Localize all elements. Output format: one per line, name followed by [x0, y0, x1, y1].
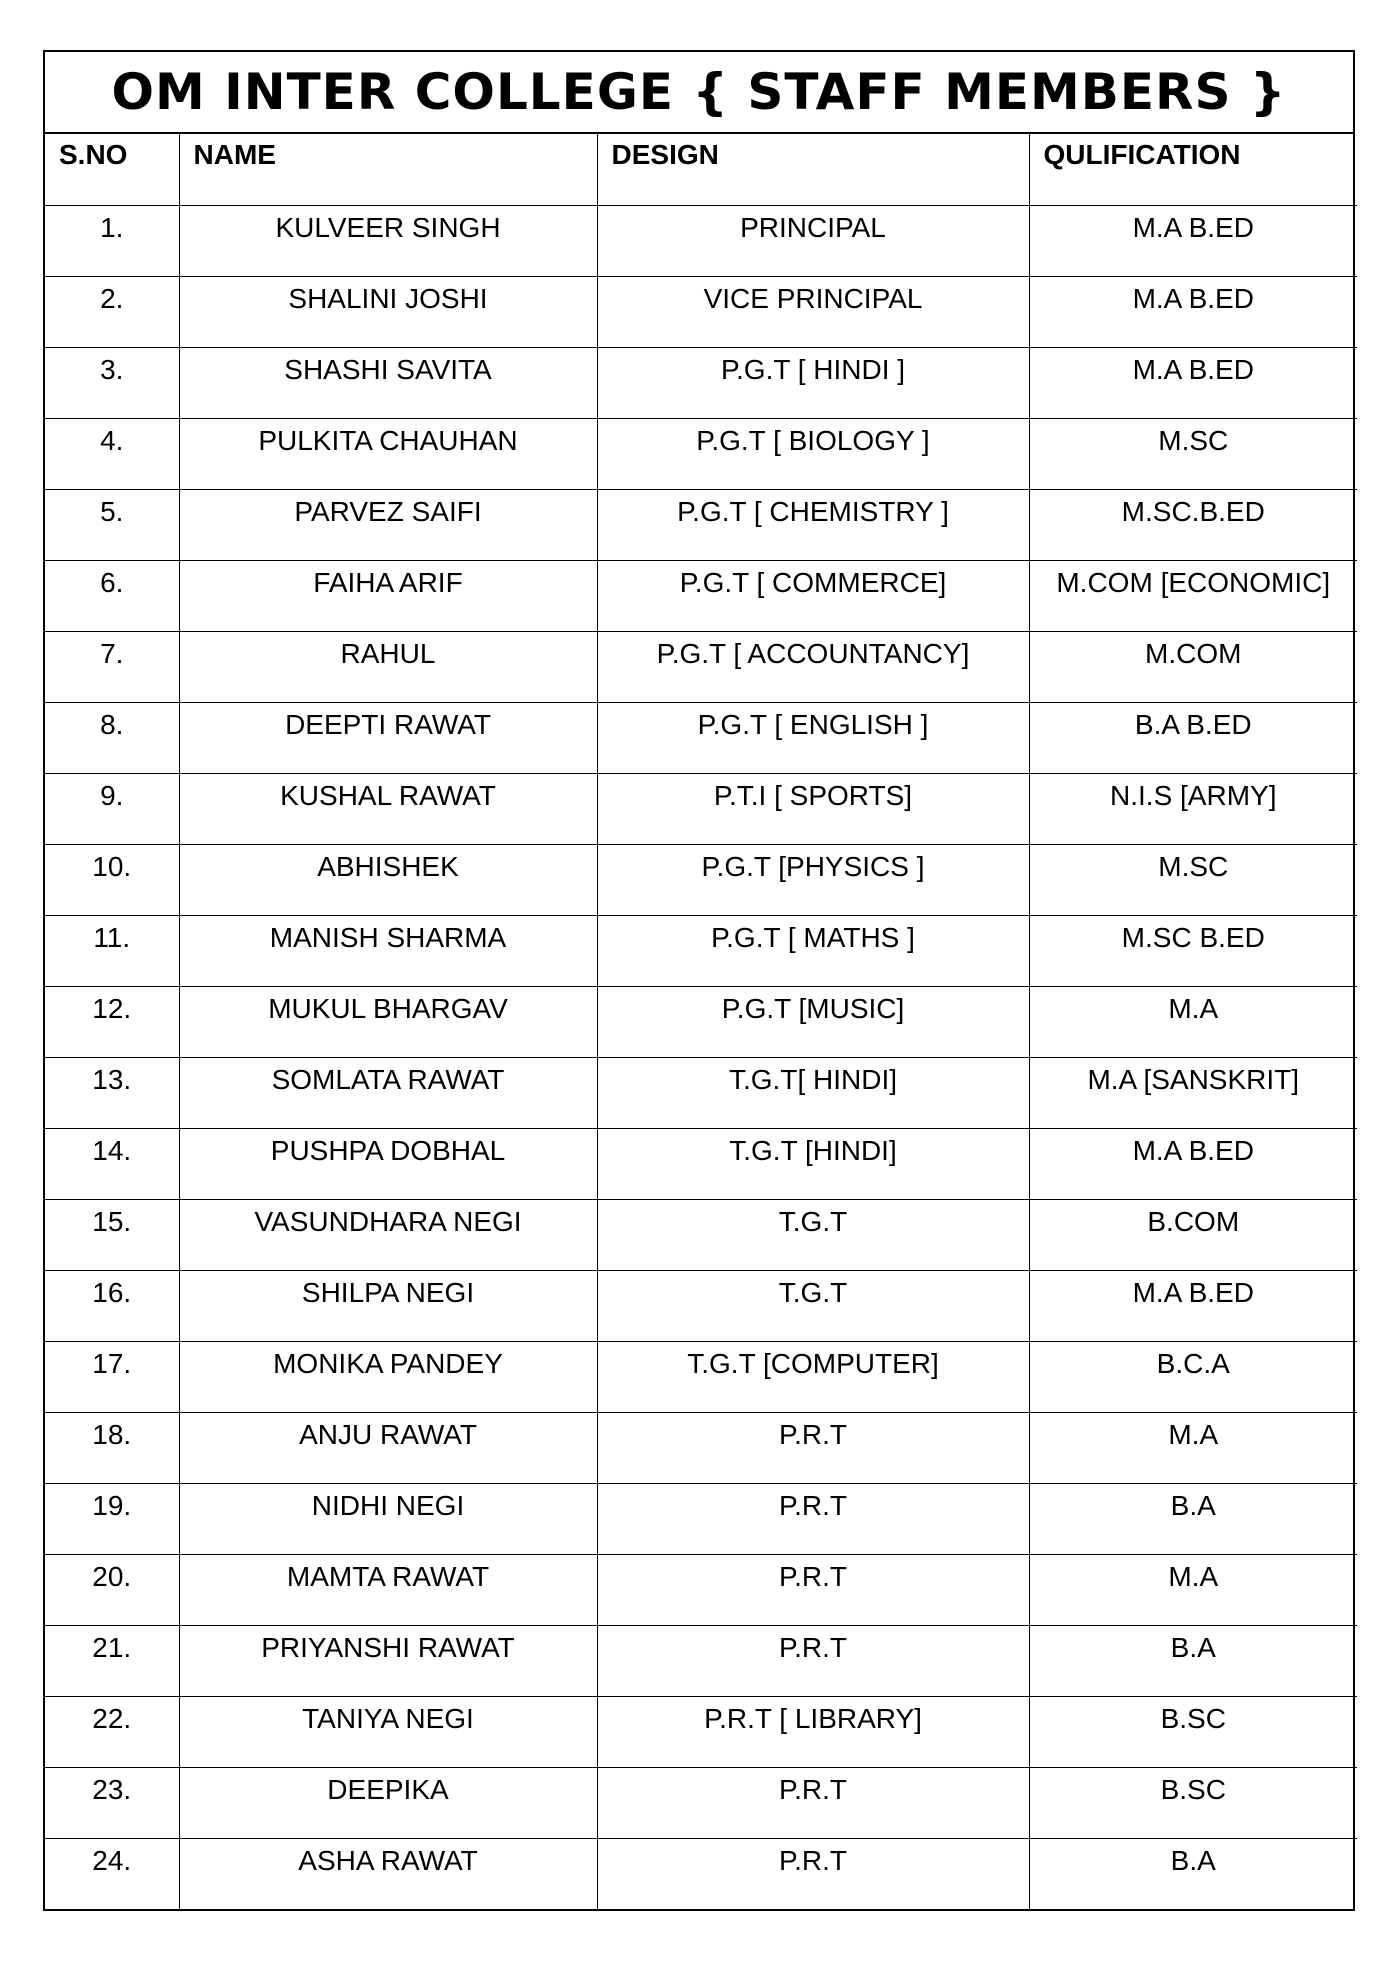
cell-design: T.G.T [COMPUTER]: [597, 1341, 1029, 1412]
cell-design: P.G.T [ CHEMISTRY ]: [597, 489, 1029, 560]
cell-name: MONIKA PANDEY: [179, 1341, 597, 1412]
cell-design: P.G.T [ HINDI ]: [597, 347, 1029, 418]
cell-qualification: B.SC: [1029, 1696, 1357, 1767]
cell-sno: 10.: [45, 844, 179, 915]
cell-sno: 6.: [45, 560, 179, 631]
table-body: [45, 205, 1357, 1909]
cell-name: SHILPA NEGI: [179, 1270, 597, 1341]
cell-name: KULVEER SINGH: [179, 205, 597, 276]
cell-name: MAMTA RAWAT: [179, 1554, 597, 1625]
table-row: [45, 986, 1357, 1057]
table-row: [45, 1838, 1357, 1909]
cell-name: SHASHI SAVITA: [179, 347, 597, 418]
cell-design: P.R.T: [597, 1554, 1029, 1625]
column-header-qualification: QULIFICATION: [1029, 134, 1357, 205]
cell-name: MUKUL BHARGAV: [179, 986, 597, 1057]
cell-name: TANIYA NEGI: [179, 1696, 597, 1767]
cell-qualification: M.A B.ED: [1029, 1128, 1357, 1199]
cell-sno: 23.: [45, 1767, 179, 1838]
column-header-name: NAME: [179, 134, 597, 205]
cell-name: RAHUL: [179, 631, 597, 702]
cell-name: VASUNDHARA NEGI: [179, 1199, 597, 1270]
cell-qualification: B.A: [1029, 1625, 1357, 1696]
table-row: [45, 205, 1357, 276]
cell-design: P.T.I [ SPORTS]: [597, 773, 1029, 844]
table-row: [45, 631, 1357, 702]
cell-sno: 15.: [45, 1199, 179, 1270]
cell-qualification: M.A: [1029, 1412, 1357, 1483]
cell-qualification: M.A [SANSKRIT]: [1029, 1057, 1357, 1128]
cell-qualification: M.A B.ED: [1029, 205, 1357, 276]
cell-sno: 2.: [45, 276, 179, 347]
cell-sno: 13.: [45, 1057, 179, 1128]
cell-sno: 1.: [45, 205, 179, 276]
cell-design: P.G.T [MUSIC]: [597, 986, 1029, 1057]
column-header-sno: S.NO: [45, 134, 179, 205]
table-row: [45, 560, 1357, 631]
table-row: [45, 1341, 1357, 1412]
cell-qualification: M.A: [1029, 986, 1357, 1057]
cell-qualification: N.I.S [ARMY]: [1029, 773, 1357, 844]
table-row: [45, 1199, 1357, 1270]
cell-design: P.R.T: [597, 1838, 1029, 1909]
cell-qualification: M.SC: [1029, 418, 1357, 489]
table-row: [45, 418, 1357, 489]
cell-name: PRIYANSHI RAWAT: [179, 1625, 597, 1696]
cell-sno: 12.: [45, 986, 179, 1057]
page-title: OM INTER COLLEGE { STAFF MEMBERS }: [45, 52, 1353, 134]
cell-sno: 24.: [45, 1838, 179, 1909]
table-row: [45, 347, 1357, 418]
staff-table: [45, 134, 1357, 1909]
table-row: [45, 702, 1357, 773]
cell-design: VICE PRINCIPAL: [597, 276, 1029, 347]
cell-sno: 4.: [45, 418, 179, 489]
table-row: [45, 276, 1357, 347]
cell-name: PULKITA CHAUHAN: [179, 418, 597, 489]
staff-list-sheet: [43, 50, 1355, 1911]
table-row: [45, 489, 1357, 560]
cell-name: SOMLATA RAWAT: [179, 1057, 597, 1128]
cell-qualification: B.COM: [1029, 1199, 1357, 1270]
cell-sno: 21.: [45, 1625, 179, 1696]
cell-name: FAIHA ARIF: [179, 560, 597, 631]
cell-design: T.G.T[ HINDI]: [597, 1057, 1029, 1128]
cell-qualification: M.SC.B.ED: [1029, 489, 1357, 560]
cell-design: P.G.T [ MATHS ]: [597, 915, 1029, 986]
cell-qualification: B.A: [1029, 1483, 1357, 1554]
cell-name: MANISH SHARMA: [179, 915, 597, 986]
cell-sno: 3.: [45, 347, 179, 418]
cell-sno: 20.: [45, 1554, 179, 1625]
cell-design: P.R.T: [597, 1625, 1029, 1696]
cell-sno: 19.: [45, 1483, 179, 1554]
cell-qualification: M.SC B.ED: [1029, 915, 1357, 986]
table-row: [45, 1696, 1357, 1767]
table-row: [45, 773, 1357, 844]
cell-name: ASHA RAWAT: [179, 1838, 597, 1909]
cell-design: P.G.T [ ACCOUNTANCY]: [597, 631, 1029, 702]
table-row: [45, 1057, 1357, 1128]
cell-sno: 22.: [45, 1696, 179, 1767]
cell-design: P.R.T [ LIBRARY]: [597, 1696, 1029, 1767]
cell-name: DEEPTI RAWAT: [179, 702, 597, 773]
cell-qualification: B.C.A: [1029, 1341, 1357, 1412]
cell-qualification: M.COM: [1029, 631, 1357, 702]
cell-sno: 9.: [45, 773, 179, 844]
cell-name: NIDHI NEGI: [179, 1483, 597, 1554]
table-row: [45, 844, 1357, 915]
table-row: [45, 915, 1357, 986]
cell-design: P.R.T: [597, 1412, 1029, 1483]
cell-design: P.G.T [ ENGLISH ]: [597, 702, 1029, 773]
cell-design: P.G.T [ BIOLOGY ]: [597, 418, 1029, 489]
column-header-design: DESIGN: [597, 134, 1029, 205]
cell-sno: 7.: [45, 631, 179, 702]
table-row: [45, 1412, 1357, 1483]
cell-qualification: M.A B.ED: [1029, 276, 1357, 347]
cell-design: T.G.T [HINDI]: [597, 1128, 1029, 1199]
table-row: [45, 1625, 1357, 1696]
cell-sno: 14.: [45, 1128, 179, 1199]
cell-qualification: B.SC: [1029, 1767, 1357, 1838]
cell-design: P.R.T: [597, 1483, 1029, 1554]
cell-name: PARVEZ SAIFI: [179, 489, 597, 560]
table-row: [45, 1483, 1357, 1554]
header-row: [45, 134, 1357, 205]
cell-design: PRINCIPAL: [597, 205, 1029, 276]
cell-qualification: B.A B.ED: [1029, 702, 1357, 773]
cell-name: KUSHAL RAWAT: [179, 773, 597, 844]
cell-design: P.G.T [ COMMERCE]: [597, 560, 1029, 631]
cell-sno: 16.: [45, 1270, 179, 1341]
cell-sno: 8.: [45, 702, 179, 773]
table-row: [45, 1554, 1357, 1625]
cell-design: T.G.T: [597, 1199, 1029, 1270]
cell-qualification: M.A B.ED: [1029, 347, 1357, 418]
cell-qualification: M.SC: [1029, 844, 1357, 915]
cell-sno: 18.: [45, 1412, 179, 1483]
table-header: [45, 134, 1357, 205]
cell-name: ANJU RAWAT: [179, 1412, 597, 1483]
table-row: [45, 1767, 1357, 1838]
cell-design: P.G.T [PHYSICS ]: [597, 844, 1029, 915]
cell-design: T.G.T: [597, 1270, 1029, 1341]
cell-design: P.R.T: [597, 1767, 1029, 1838]
cell-qualification: M.COM [ECONOMIC]: [1029, 560, 1357, 631]
table-row: [45, 1128, 1357, 1199]
cell-name: PUSHPA DOBHAL: [179, 1128, 597, 1199]
cell-qualification: M.A B.ED: [1029, 1270, 1357, 1341]
cell-name: DEEPIKA: [179, 1767, 597, 1838]
cell-qualification: M.A: [1029, 1554, 1357, 1625]
cell-name: ABHISHEK: [179, 844, 597, 915]
cell-sno: 11.: [45, 915, 179, 986]
cell-qualification: B.A: [1170, 1844, 1216, 1876]
cell-sno: 17.: [45, 1341, 179, 1412]
table-row: [45, 1270, 1357, 1341]
cell-sno: 5.: [45, 489, 179, 560]
cell-name: SHALINI JOSHI: [179, 276, 597, 347]
